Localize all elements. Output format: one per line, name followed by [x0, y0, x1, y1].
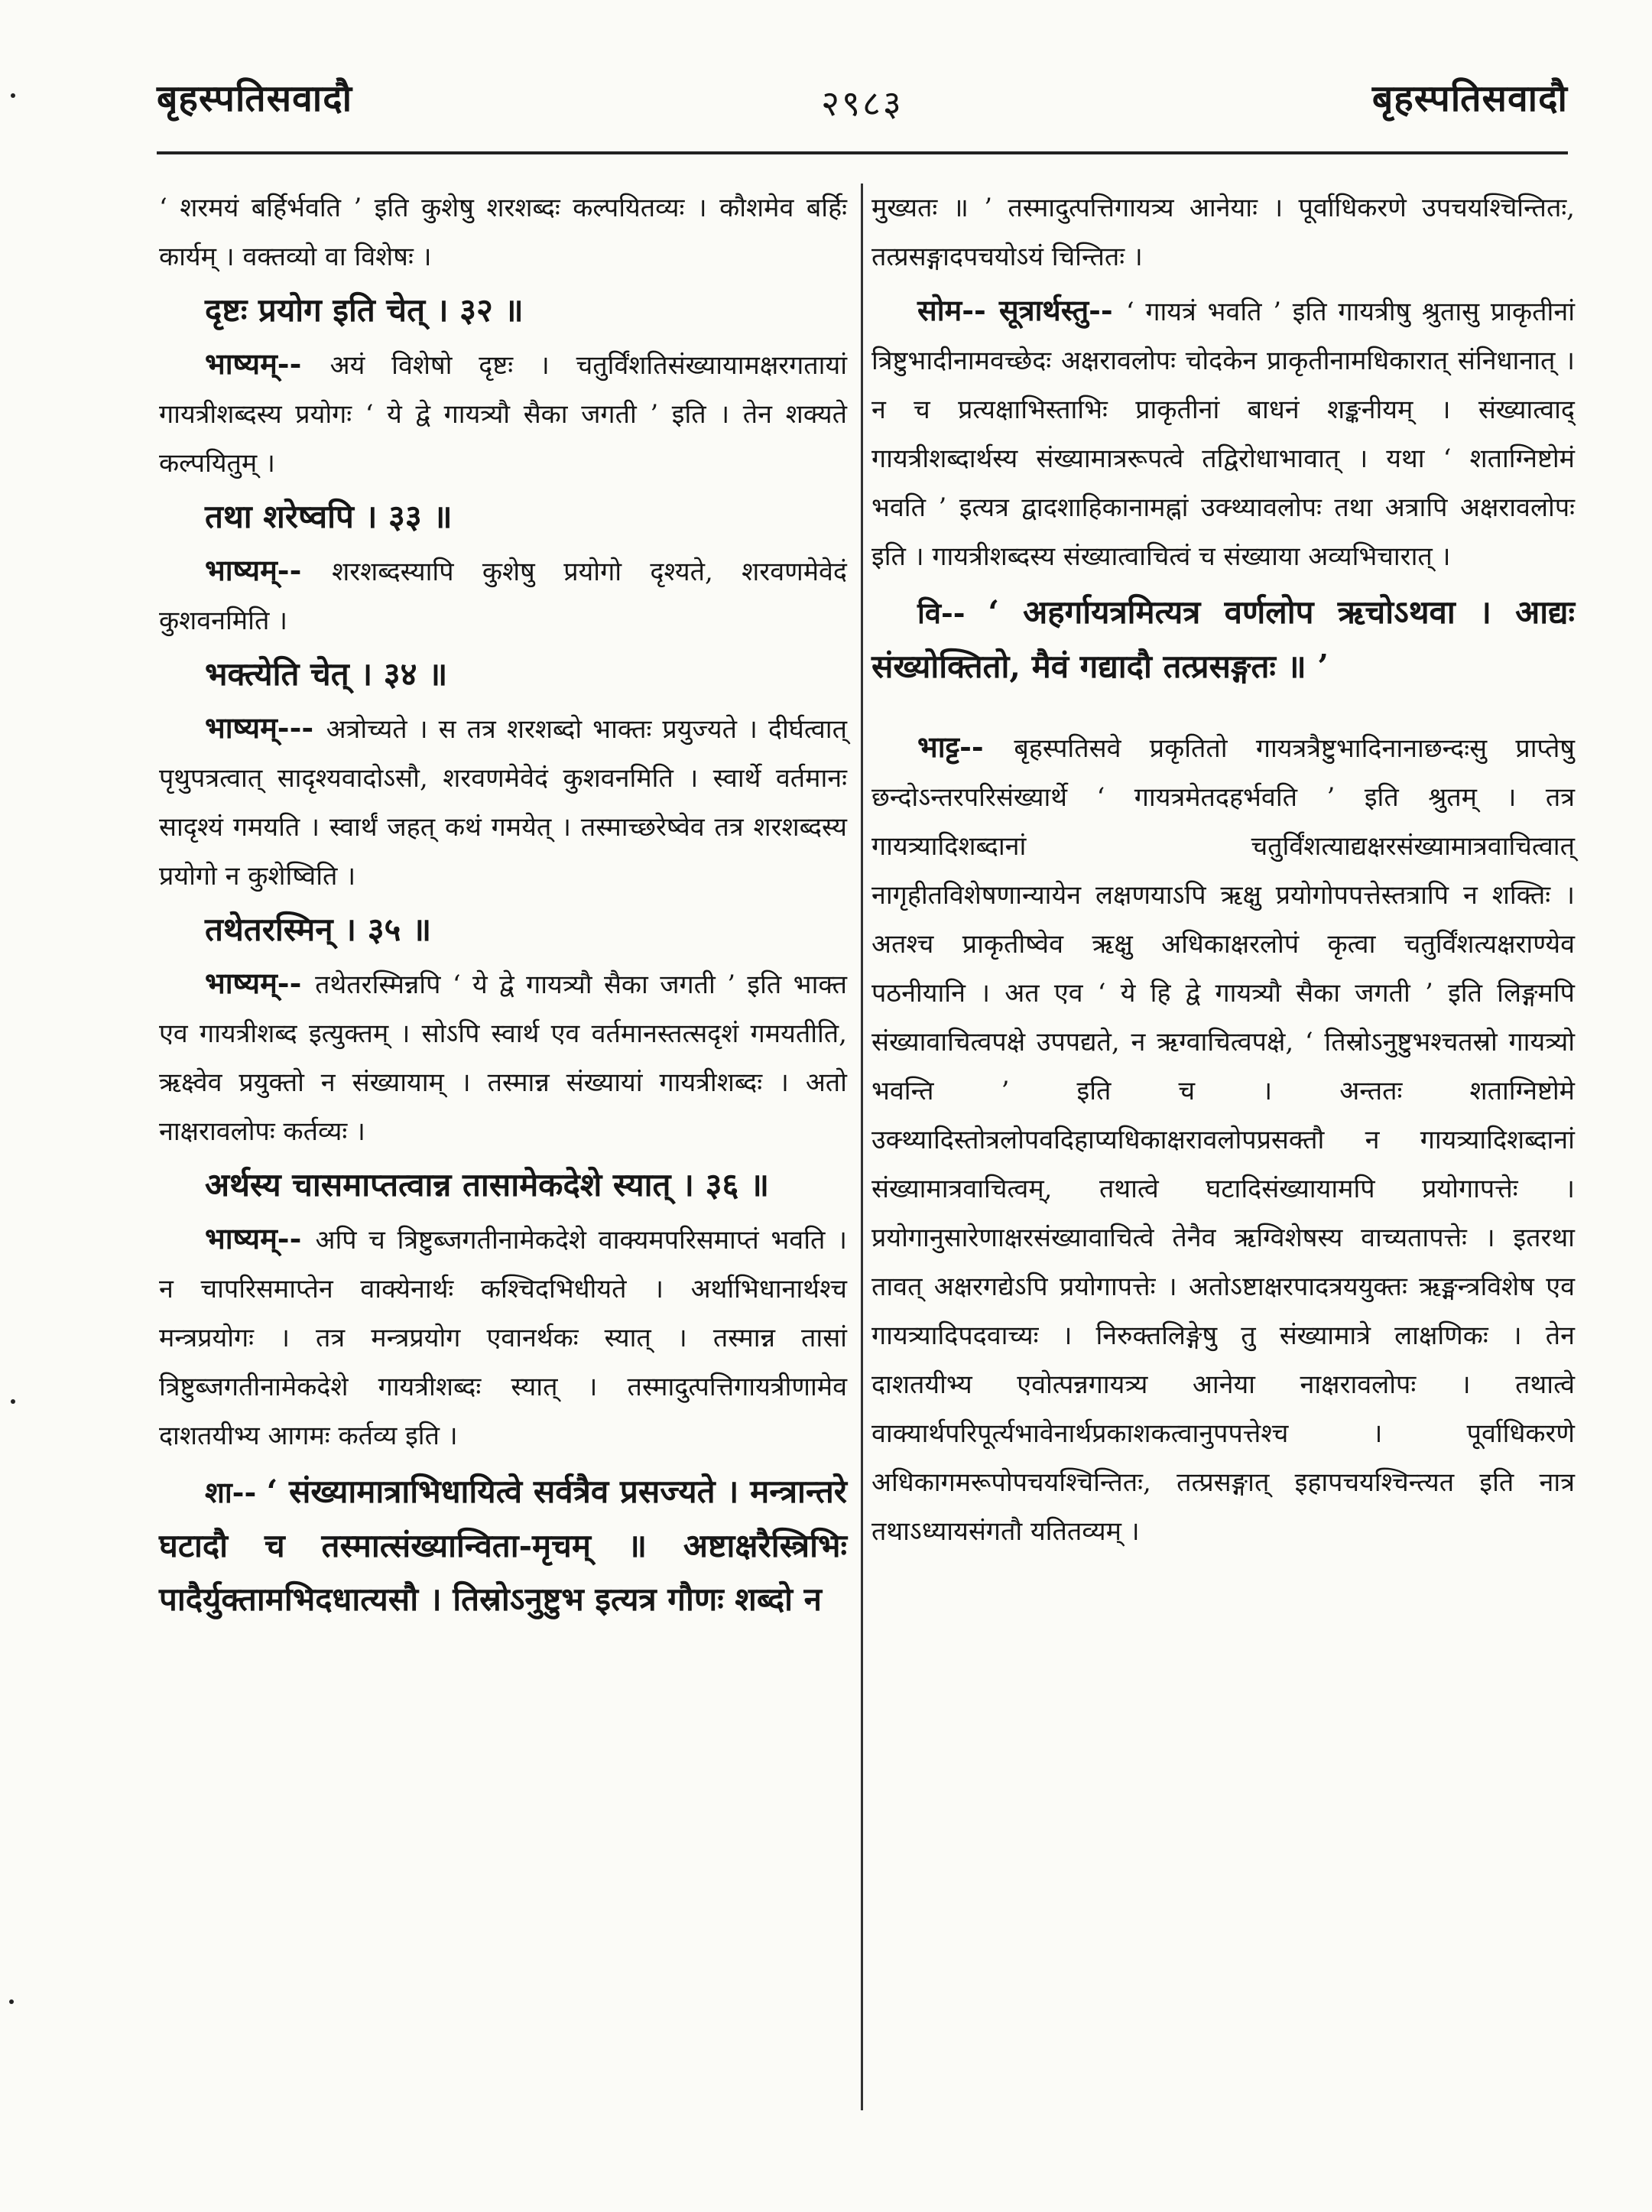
paragraph-text: ‘ संख्यामात्राभिधायित्वे सर्वत्रैव प्रसज्यते । मन्त्रान्तरे घटादौ च तस्मात्संख्यान्विता-मृचम् ॥ अष्टाक्षरैस्त्रिभिः पादैर्युक्तामभिदधात्यसौ । तिस्रोऽनुष्टुभ इत्यत्र गौणः शब्दो न: [159, 1473, 847, 1618]
paragraph-text: तथेतरस्मिन्नपि ‘ ये द्वे गायत्र्यौ सैका जगती ’ इति भाक्त एव गायत्रीशब्द इत्युक्तम् । सोऽपि स्वार्थ एव वर्तमानस्तत्सदृशं गमयतीति, ऋक्ष्वेव प्रयुक्तो न संख्यायाम् । तस्मान्न संख्यायां गायत्रीशब्दः । अतो नाक्षरावलोपः कर्तव्यः ।: [159, 970, 847, 1147]
sutra-heading: तथेतरस्मिन् । ३५ ॥: [205, 911, 432, 948]
commentary-label: वि--: [917, 596, 988, 630]
commentary-paragraph: [159, 546, 847, 645]
commentary-label: भाष्यम्--: [205, 346, 330, 381]
sutra-heading: अर्थस्य चासमाप्तत्वान्न तासामेकदेशे स्यात् । ३६ ॥: [205, 1166, 770, 1203]
paragraph-text: अत्रोच्यते । स तत्र शरशब्दो भाक्तः प्रयुज्यते । दीर्घत्वात् पृथुपत्रत्वात् सादृश्यवादोऽसौ, शरवणमेवेदं कुशवनमिति । स्वार्थे वर्तमानः सादृश्यं गमयति । स्वार्थं जहत् कथं गमयेत् । तस्माच्छरेष्वेव तत्र शरशब्दस्य प्रयोगो न कुशेष्विति ।: [159, 714, 847, 892]
commentary-label: भाष्यम्---: [205, 710, 326, 745]
text-paragraph: [871, 184, 1575, 281]
commentary-paragraph: [159, 959, 847, 1156]
running-head-left: बृहस्पतिसवादौ: [157, 77, 353, 120]
right-column: [871, 184, 1575, 1561]
paragraph-text: मुख्यतः ॥ ’ तस्मादुत्पत्तिगायत्र्य आनेयाः । पूर्वाधिकरणे उपचयश्चिन्तितः, तत्प्रसङ्गादपचयोऽयं चिन्तितः ।: [871, 193, 1575, 272]
sutra-heading: भक्त्येति चेत् । ३४ ॥: [205, 655, 448, 693]
commentary-paragraph: [159, 1214, 847, 1460]
paragraph-text: अपि च त्रिष्टुब्जगतीनामेकदेशे वाक्यमपरिसमाप्तं भवति । न चापरिसमाप्तेन वाक्येनार्थः कश्चिदभिधीयते । अर्थाभिधानार्थश्च मन्त्रप्रयोगः । तत्र मन्त्रप्रयोग एवानर्थकः स्यात् । तस्मान्न तासां त्रिष्टुब्जगतीनामेकदेशे गायत्रीशब्दः स्यात् । तस्मादुत्पत्तिगायत्रीणामेव दाशतयीभ्य आगमः कर्तव्य इति ।: [159, 1225, 847, 1451]
page-header: [157, 73, 1568, 134]
left-column: [159, 184, 847, 1655]
scan-speck: [11, 93, 15, 98]
column-divider: [861, 184, 863, 2110]
commentary-paragraph: [159, 339, 847, 488]
commentary-label: सोम-- सूत्रार्थस्तु--: [917, 293, 1126, 327]
paragraph-text: बृहस्पतिसवे प्रकृतितो गायत्रत्रैष्टुभादिनानाछन्दःसु प्राप्तेषु छन्दोऽन्तरपरिसंख्यार्थे ‘ गायत्रमेतदहर्भवति ’ इति श्रुतम् । तत्र गायत्र्यादिशब्दानां चतुर्विंशत्याद्यक्षरसंख्यामात्रवाचित्वात् नागृहीतविशेषणान्यायेन लक्षणयाऽपि ऋक्षु प्रयोगोपपत्तेस्तत्रापि न शक्तिः । अतश्च प्राकृतीष्वेव ऋक्षु अधिकाक्षरलोपं कृत्वा चतुर्विंशत्यक्षराण्येव पठनीयानि । अत एव ‘ ये हि द्वे गायत्र्यौ सैका जगती ’ इति लिङ्गमपि संख्यावाचित्वपक्षे उपपद्यते, न ऋग्वाचित्वपक्षे, ‘ तिस्रोऽनुष्टुभश्चतस्रो गायत्र्यो भवन्ति ’ इति च । अन्ततः शताग्निष्टोमे उक्थ्यादिस्तोत्रलोपवदिहाप्यधिकाक्षरावलोपप्रसक्तौ न गायत्र्यादिशब्दानां संख्यामात्रवाचित्वम्, तथात्वे घटादिसंख्यायामपि प्रयोगापत्तेः । प्रयोगानुसारेणाक्षरसंख्यावाचित्वे तेनैव ऋग्विशेषस्य वाच्यतापत्तेः । इतरथा तावत् अक्षरगद्येऽपि प्रयोगापत्तेः । अतोऽष्टाक्षरपादत्रययुक्तः ऋङ्मन्त्रविशेष एव गायत्र्यादिपदवाच्यः । निरुक्तलिङ्गेषु तु संख्यामात्रे लाक्षणिकः । तेन दाशतयीभ्य एवोत्पन्नगायत्र्य आनेया नाक्षरावलोपः । तथात्वे वाक्यार्थपरिपूर्त्यभावेनार्थप्रकाशकत्वानुपपत्तेश्च । पूर्वाधिकरणे अधिकागमरूपोपचयश्चिन्तितः, तत्प्रसङ्गात् इहापचयश्चिन्त्यत इति नात्र तथाऽध्यायसंगतौ यतितव्यम् ।: [871, 733, 1575, 1547]
paragraph-text: ‘ शरमयं बर्हिर्भवति ’ इति कुशेषु शरशब्दः कल्पयितव्यः । कौशमेव बर्हिः कार्यम् । वक्तव्यो वा विशेषः ।: [159, 193, 847, 272]
running-head-right: बृहस्पतिसवादौ: [1371, 77, 1568, 120]
verse-paragraph: [871, 586, 1575, 693]
scan-speck: [9, 1999, 14, 2004]
verse-paragraph: [159, 1465, 847, 1626]
commentary-label: भाष्यम्--: [205, 553, 333, 587]
commentary-paragraph: [159, 703, 847, 901]
page-number: २९८३: [821, 83, 904, 124]
paragraph-text: अयं विशेषो दृष्टः । चतुर्विंशतिसंख्यायामक्षरगतायां गायत्रीशब्दस्य प्रयोगः ‘ ये द्वे गायत्र्यौ सैका जगती ’ इति । तेन शक्यते कल्पयितुम् ।: [159, 350, 847, 479]
commentary-label: भाष्यम्--: [205, 966, 316, 1000]
text-paragraph: [159, 184, 847, 281]
commentary-paragraph: [871, 286, 1575, 581]
paragraph-gap: [159, 1631, 847, 1655]
commentary-label: भाट्ट--: [917, 729, 1014, 764]
header-rule: [157, 151, 1568, 154]
sutra-heading: तथा शरेष्वपि । ३३ ॥: [205, 498, 453, 535]
commentary-paragraph: [871, 723, 1575, 1556]
paragraph-text: शरशब्दस्यापि कुशेषु प्रयोगो दृश्यते, शरवणमेवेदं कुशवनमिति ।: [159, 557, 847, 636]
scan-speck: [11, 1399, 15, 1404]
commentary-label: भाष्यम्--: [205, 1221, 316, 1255]
commentary-label: शा--: [205, 1475, 267, 1509]
paragraph-text: ‘ गायत्रं भवति ’ इति गायत्रीषु श्रुतासु प्राकृतीनां त्रिष्टुभादीनामवच्छेदः अक्षरावलोपः चोदकेन प्राकृतीनामधिकारात् संनिधानात् । न च प्रत्यक्षाभिस्ताभिः प्राकृतीनां बाधनं शङ्कनीयम् । संख्यात्वाद् गायत्रीशब्दार्थस्य संख्यामात्ररूपत्वे तद्विरोधाभावात् । यथा ‘ शताग्निष्टोमं भवति ’ इत्यत्र द्वादशाहिकानामह्नां उक्थ्यावलोपः तथा अत्रापि अक्षरावलोपः इति । गायत्रीशब्दस्य संख्यात्वाचित्वं च संख्याया अव्यभिचारात् ।: [871, 297, 1576, 572]
paragraph-text: ‘ अहर्गायत्रमित्यत्र वर्णलोप ऋचोऽथवा । आद्यः संख्योक्तितो, मैवं गद्यादौ तत्प्रसङ्गतः ॥ ’: [871, 593, 1575, 685]
sutra-heading: दृष्टः प्रयोग इति चेत् । ३२ ॥: [205, 291, 524, 329]
paragraph-gap: [871, 698, 1575, 723]
